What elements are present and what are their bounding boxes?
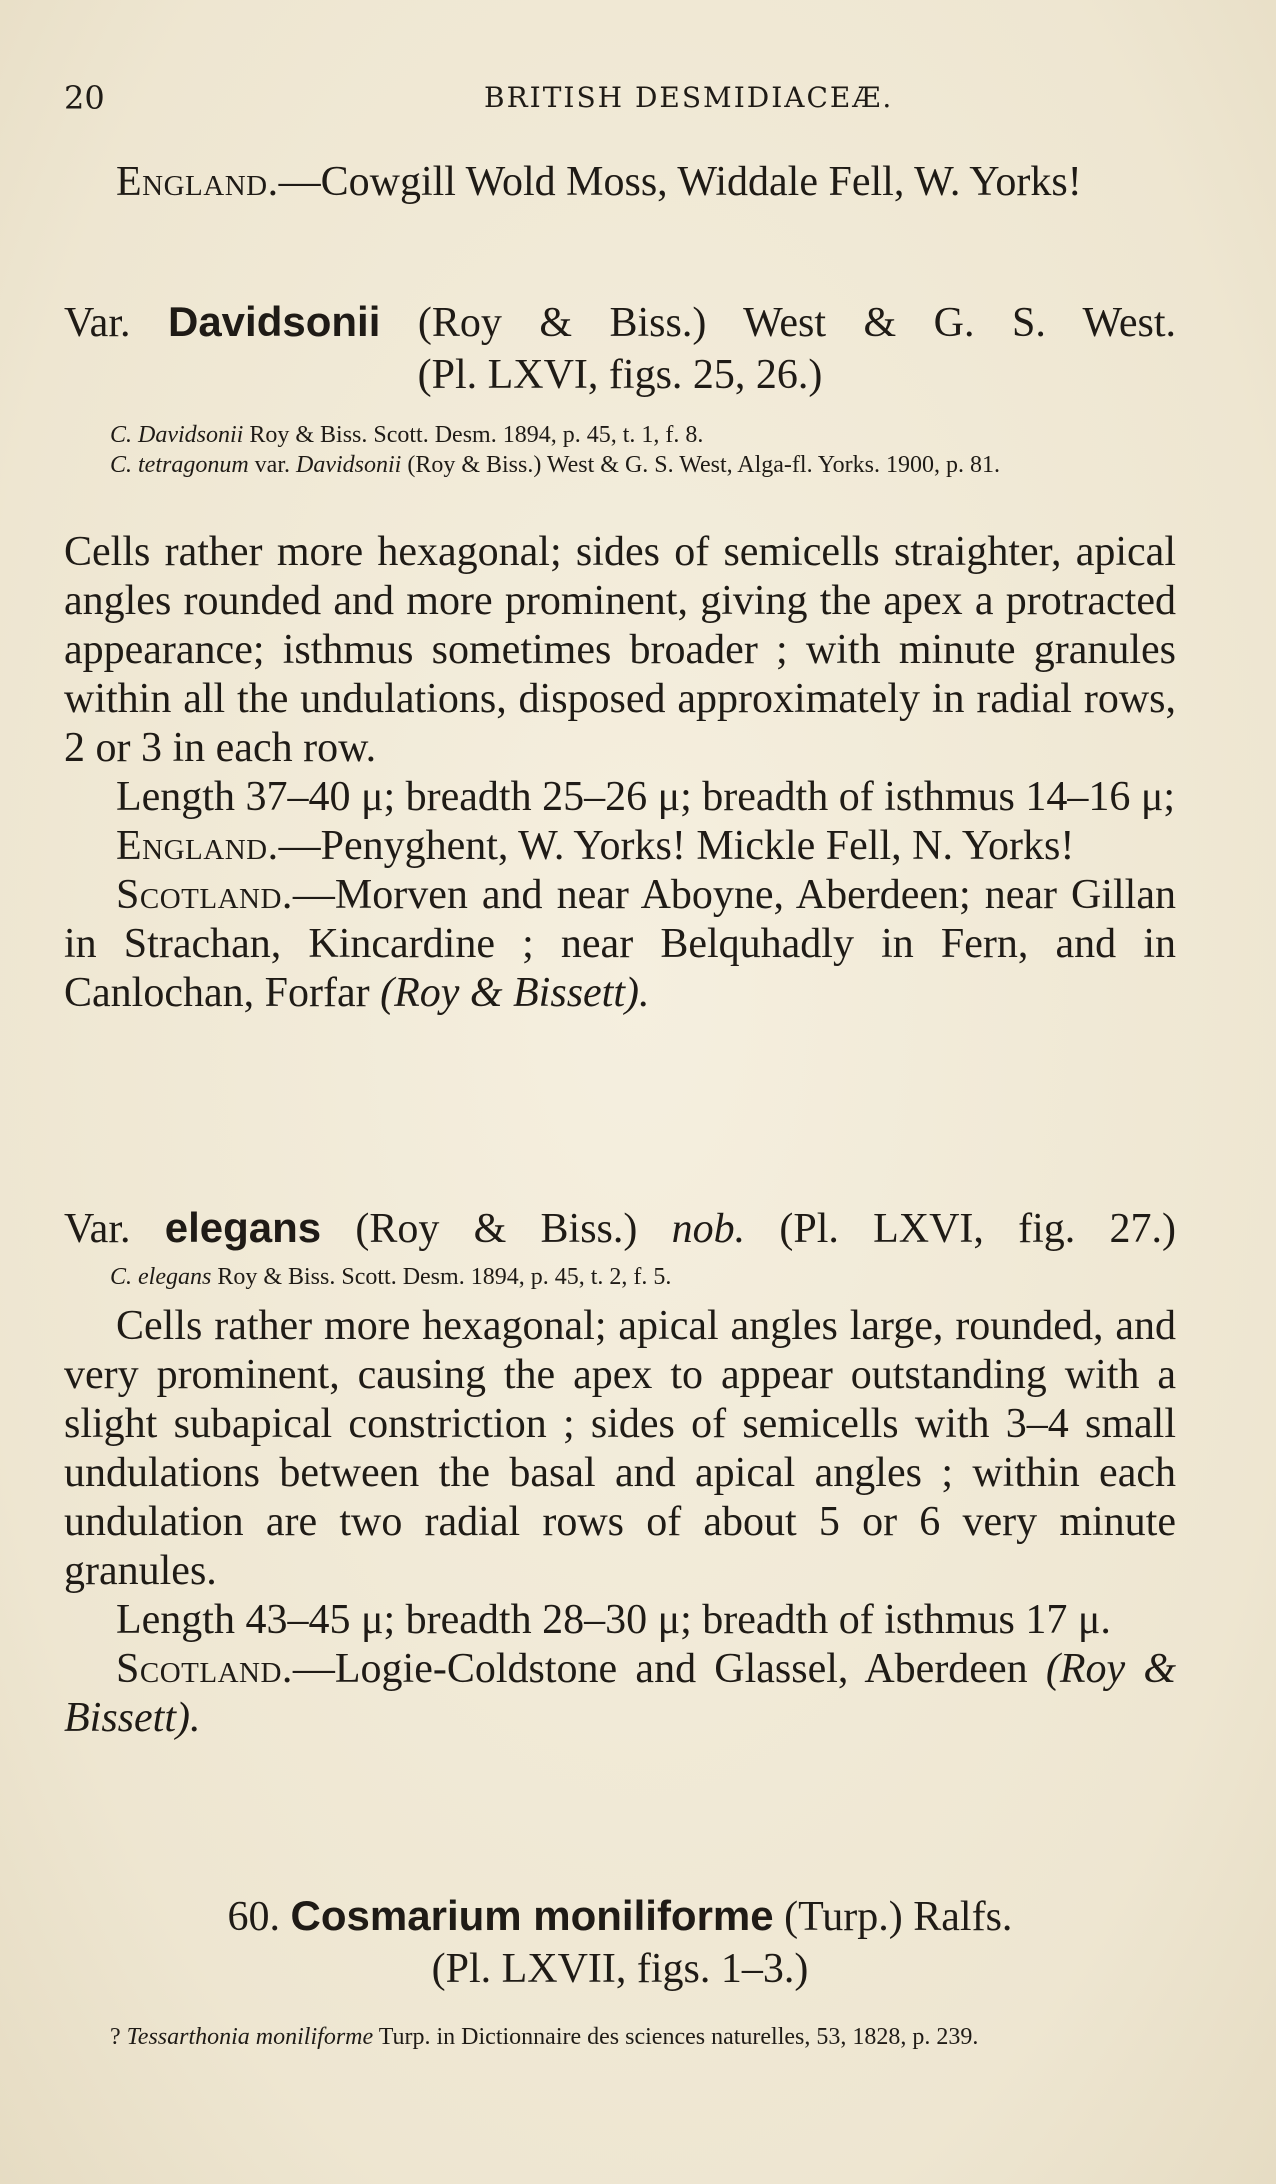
species-60-heading <box>64 1890 1176 1995</box>
description: Cells rather more hexagonal; sides of semicells straighter, apical angles rounded and more prominent, giving the apex a protracted appearance; isthmus sometimes broader ; with minute granules within all the undulations, disposed approximately in radial rows, 2 or 3 in each row. <box>64 529 1176 771</box>
measurements: Length 43–45 μ; breadth 28–30 μ; breadth of isthmus 17 μ. <box>116 1597 1111 1643</box>
england-locality: England.—Penyghent, W. Yorks! Mickle Fell, N. Yorks! <box>116 823 1075 869</box>
species-number: 60. <box>227 1894 281 1940</box>
measurements: Length 37–40 μ; breadth 25–26 μ; breadth of isthmus 14–16 μ; <box>116 774 1176 820</box>
synonym-entry: C. tetragonum var. Davidsonii (Roy & Biss.) West & G. S. West, Alga-fl. Yorks. 1900, p. 81. <box>110 452 1000 478</box>
description: Cells rather more hexagonal; apical angles large, rounded, and very prominent, causing the apex to appear outstanding with a slight subapical constriction ; sides of semicells with 3–4 small undulations between the basal and apical angles ; within each undulation are two radial rows of about 5 or 6 very minute granules. <box>64 1303 1176 1594</box>
plate-reference: (Pl. LXVI, fig. 27.) <box>779 1206 1177 1252</box>
species-title <box>64 1890 1176 1943</box>
synonym-entry: C. elegans Roy & Biss. Scott. Desm. 1894, p. 45, t. 2, f. 5. <box>110 1264 672 1290</box>
species-name: Cosmarium moniliforme <box>290 1892 774 1939</box>
variety-name: Davidsonii <box>167 298 381 345</box>
locality-text: —Cowgill Wold Moss, Widdale Fell, W. Yorks! <box>278 159 1082 205</box>
running-title: BRITISH DESMIDIACEÆ. <box>484 81 894 114</box>
plate-reference: (Pl. LXVII, figs. 1–3.) <box>431 1946 809 1992</box>
england-locality-paragraph <box>64 158 1176 207</box>
plate-reference: (Pl. LXVI, figs. 25, 26.) <box>417 352 823 398</box>
var-prefix: Var. <box>64 1206 131 1252</box>
var-elegans-heading <box>64 1202 1176 1255</box>
synonym-entry: ? Tessarthonia moniliforme Turp. in Dictionnaire des sciences naturelles, 53, 1828, p. 239. <box>110 2024 979 2050</box>
variety-authority: (Roy & Biss.) West & G. S. West. <box>417 300 1176 346</box>
scotland-locality: Scotland.—Morven and near Aboyne, Aberdeen; near Gillan in Strachan, Kincardine ; near Belquhadly in Fern, and in Canlochan, Forfar (Roy & Bissett). <box>64 872 1176 1016</box>
synonym-entry: C. Davidsonii Roy & Biss. Scott. Desm. 1894, p. 45, t. 1, f. 8. <box>110 422 704 448</box>
nob-label: nob. <box>671 1206 746 1252</box>
synonymy-list <box>110 1262 1176 1292</box>
variety-authority: (Roy & Biss.) <box>355 1206 638 1252</box>
page-number: 20 <box>64 79 105 117</box>
elegans-description-block <box>64 1302 1176 1743</box>
synonymy-list <box>110 2022 1176 2052</box>
region-label: England. <box>116 159 279 205</box>
scotland-locality: Scotland.—Logie-Coldstone and Glassel, Aberdeen (Roy & Bissett). <box>64 1646 1177 1741</box>
species-authority: (Turp.) Ralfs. <box>784 1894 1013 1940</box>
variety-name: elegans <box>164 1204 322 1251</box>
synonymy-list <box>110 420 1176 480</box>
davidsonii-description-block <box>64 528 1176 1018</box>
var-prefix: Var. <box>64 300 131 346</box>
var-davidsonii-heading <box>64 296 1176 401</box>
